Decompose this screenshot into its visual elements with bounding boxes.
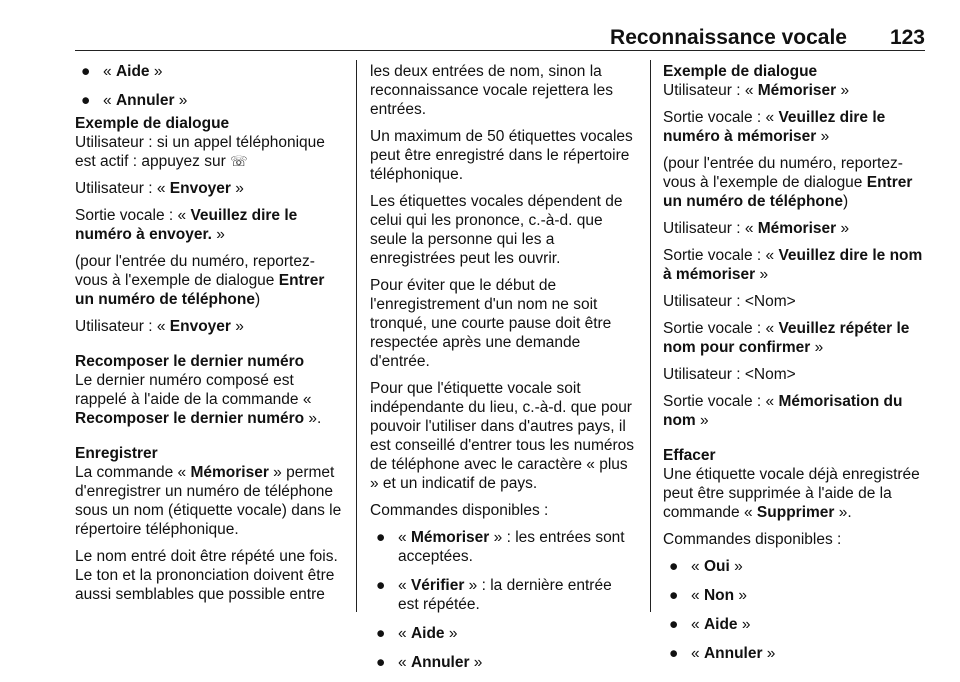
column-divider-2 — [650, 60, 651, 612]
paragraph: Les étiquettes vocales dépendent de celui qui les prononce, c.-à-d. que seule la personne qui les a enregistrées peut les ouvrir. — [370, 193, 623, 267]
paragraph: Utilisateur : <Nom> — [663, 293, 796, 310]
paragraph: Le dernier numéro composé est rappelé à l'aide de la commande « Recomposer le dernier numéro ». — [75, 372, 322, 427]
paragraph: les deux entrées de nom, sinon la reconnaissance vocale rejettera les entrées. — [370, 63, 613, 118]
delete-heading: Effacer — [663, 447, 716, 464]
phone-call-icon: ☏ — [230, 153, 248, 169]
paragraph: Sortie vocale : « Veuillez dire le numéro à mémoriser » — [663, 109, 886, 145]
page-number: 123 — [889, 26, 925, 49]
paragraph: Un maximum de 50 étiquettes vocales peut être enregistré dans le répertoire téléphonique. — [370, 128, 633, 183]
paragraph: Commandes disponibles : — [370, 502, 549, 519]
column-1 — [75, 62, 343, 612]
list-item: ● « Aide » — [376, 625, 458, 642]
paragraph: Commandes disponibles : — [663, 531, 842, 548]
paragraph: Pour éviter que le début de l'enregistrement d'un nom ne soit tronqué, une courte pause doit être respectée après une demande d'entrée. — [370, 277, 612, 370]
list-item: ● « Vérifier » : la dernière entrée est répétée. — [376, 577, 612, 613]
column-3 — [663, 62, 929, 673]
paragraph: Une étiquette vocale déjà enregistrée peut être supprimée à l'aide de la commande « Supprimer ». — [663, 466, 920, 521]
paragraph: Sortie vocale : « Veuillez dire le numéro à envoyer. » — [75, 207, 298, 243]
list-item: ● « Annuler » — [669, 645, 776, 662]
list-item: ● « Oui » — [669, 558, 743, 575]
paragraph: Utilisateur : « Mémoriser » — [663, 82, 850, 99]
list-item: ● « Aide » — [81, 63, 163, 80]
column-2 — [370, 62, 636, 682]
section-title: Reconnaissance vocale — [610, 26, 847, 49]
paragraph: Utilisateur : <Nom> — [663, 366, 796, 383]
list-item: ● « Annuler » — [376, 654, 483, 671]
paragraph: Sortie vocale : « Veuillez répéter le nom pour confirmer » — [663, 320, 910, 356]
list-item: ● « Aide » — [669, 616, 751, 633]
paragraph: Utilisateur : « Envoyer » — [75, 180, 244, 197]
store-heading: Enregistrer — [75, 445, 158, 462]
list-item: ● « Mémoriser » : les entrées sont acceptées. — [376, 529, 625, 565]
column-divider-1 — [356, 60, 357, 612]
paragraph: Utilisateur : « Mémoriser » — [663, 220, 850, 237]
redial-heading: Recomposer le dernier numéro — [75, 353, 305, 370]
command-list — [75, 62, 343, 110]
list-item: ● « Non » — [669, 587, 748, 604]
paragraph: Utilisateur : « Envoyer » — [75, 318, 244, 335]
list-item: ● « Annuler » — [81, 92, 188, 109]
dialog-heading: Exemple de dialogue — [663, 63, 818, 80]
command-list — [370, 528, 636, 672]
paragraph: Pour que l'étiquette vocale soit indépendante du lieu, c.-à-d. que pour pouvoir l'utiliser dans d'autres pays, il est conseillé d'entrer tous les numéros de téléphone avec le caractère « plus » et un indicatif de pays. — [370, 380, 635, 492]
paragraph: Le nom entré doit être répété une fois. Le ton et la prononciation doivent être aussi semblables que possible entre — [75, 548, 338, 603]
paragraph: Sortie vocale : « Mémorisation du nom » — [663, 393, 903, 429]
page-header — [75, 26, 925, 51]
paragraph: (pour l'entrée du numéro, reportez-vous à l'exemple de dialogue Entrer un numéro de téléphone) — [663, 155, 913, 210]
command-list — [663, 557, 929, 663]
paragraph: (pour l'entrée du numéro, reportez-vous à l'exemple de dialogue Entrer un numéro de téléphone) — [75, 253, 325, 308]
paragraph: Sortie vocale : « Veuillez dire le nom à mémoriser » — [663, 247, 923, 283]
paragraph: Utilisateur : si un appel téléphonique est actif : appuyez sur ☏ — [75, 134, 325, 170]
dialog-heading: Exemple de dialogue — [75, 115, 230, 132]
paragraph: La commande « Mémoriser » permet d'enregistrer un numéro de téléphone sous un nom (étiquette vocale) dans le répertoire téléphonique. — [75, 464, 342, 538]
